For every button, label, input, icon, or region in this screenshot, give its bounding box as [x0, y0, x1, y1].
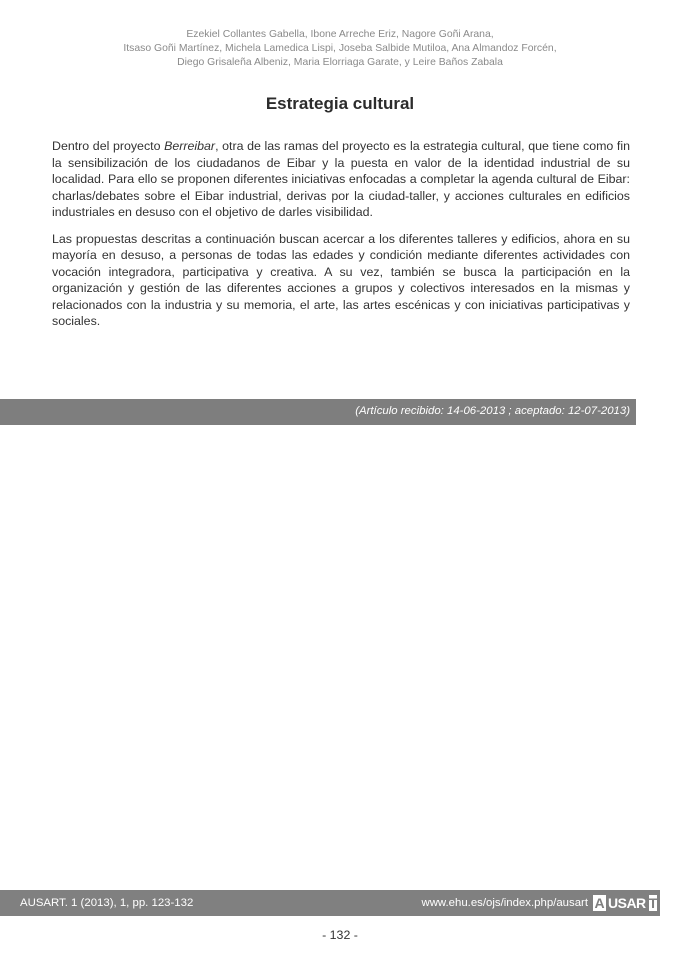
footer-bar	[0, 890, 660, 916]
project-name-italic: Berreibar	[164, 139, 216, 153]
section-title: Estrategia cultural	[265, 94, 415, 113]
paragraph-1	[52, 138, 630, 221]
journal-url: www.ehu.es/ojs/index.php/ausart	[421, 897, 588, 909]
svg-text:A: A	[594, 895, 605, 911]
authors-line-3: Diego Grisaleña Albeniz, Maria Elorriaga Garate, y Leire Baños Zabala	[177, 57, 503, 68]
page-number: - 132 -	[322, 928, 358, 942]
svg-text:T: T	[648, 895, 658, 911]
journal-citation: AUSART. 1 (2013), 1, pp. 123-132	[20, 897, 194, 909]
article-body	[52, 138, 630, 340]
paragraph-1-rest: , otra de las ramas del proyecto es la estrategia cultural, que tiene como fin la sensibilización de los ciudadanos de Eibar y la puesta en valor de la identidad industrial de su localidad. Para ello se proponen diferentes iniciativas enfocadas a completar la agenda cultural de Eibar: charlas/debates sobre el Eibar industrial, derivas por la ciudad-taller, y acciones culturales en edificios industriales en desuso con el objetivo de darles visibilidad.	[52, 139, 630, 219]
received-date-text: (Artículo recibido: 14-06-2013 ; aceptado: 12-07-2013)	[355, 405, 630, 417]
authors-line-1: Ezekiel Collantes Gabella, Ibone Arreche Eriz, Nagore Goñi Arana,	[186, 29, 494, 40]
running-header-authors	[60, 28, 620, 70]
authors-line-2: Itsaso Goñi Martínez, Michela Lamedica Lispi, Joseba Salbide Mutiloa, Ana Almandoz Forcén,	[123, 43, 557, 54]
paragraph-1-start: Dentro del proyecto	[52, 139, 165, 153]
received-date-bar	[0, 399, 636, 425]
svg-text:USAR: USAR	[608, 895, 646, 911]
ausart-logo-icon	[592, 893, 658, 913]
paragraph-2: Las propuestas descritas a continuación buscan acercar a los diferentes talleres y edificios, ahora en su mayoría en desuso, a personas de todas las edades y condición mediante diferentes actividades con vocación integradora, participativa y creativa. A su vez, también se busca la participación en la organización y gestión de las diferentes acciones a grupos y colectivos interesados en la mismas y relacionados con la industria y su memoria, el arte, las artes escénicas y con iniciativas participativas y sociales.	[52, 231, 630, 328]
